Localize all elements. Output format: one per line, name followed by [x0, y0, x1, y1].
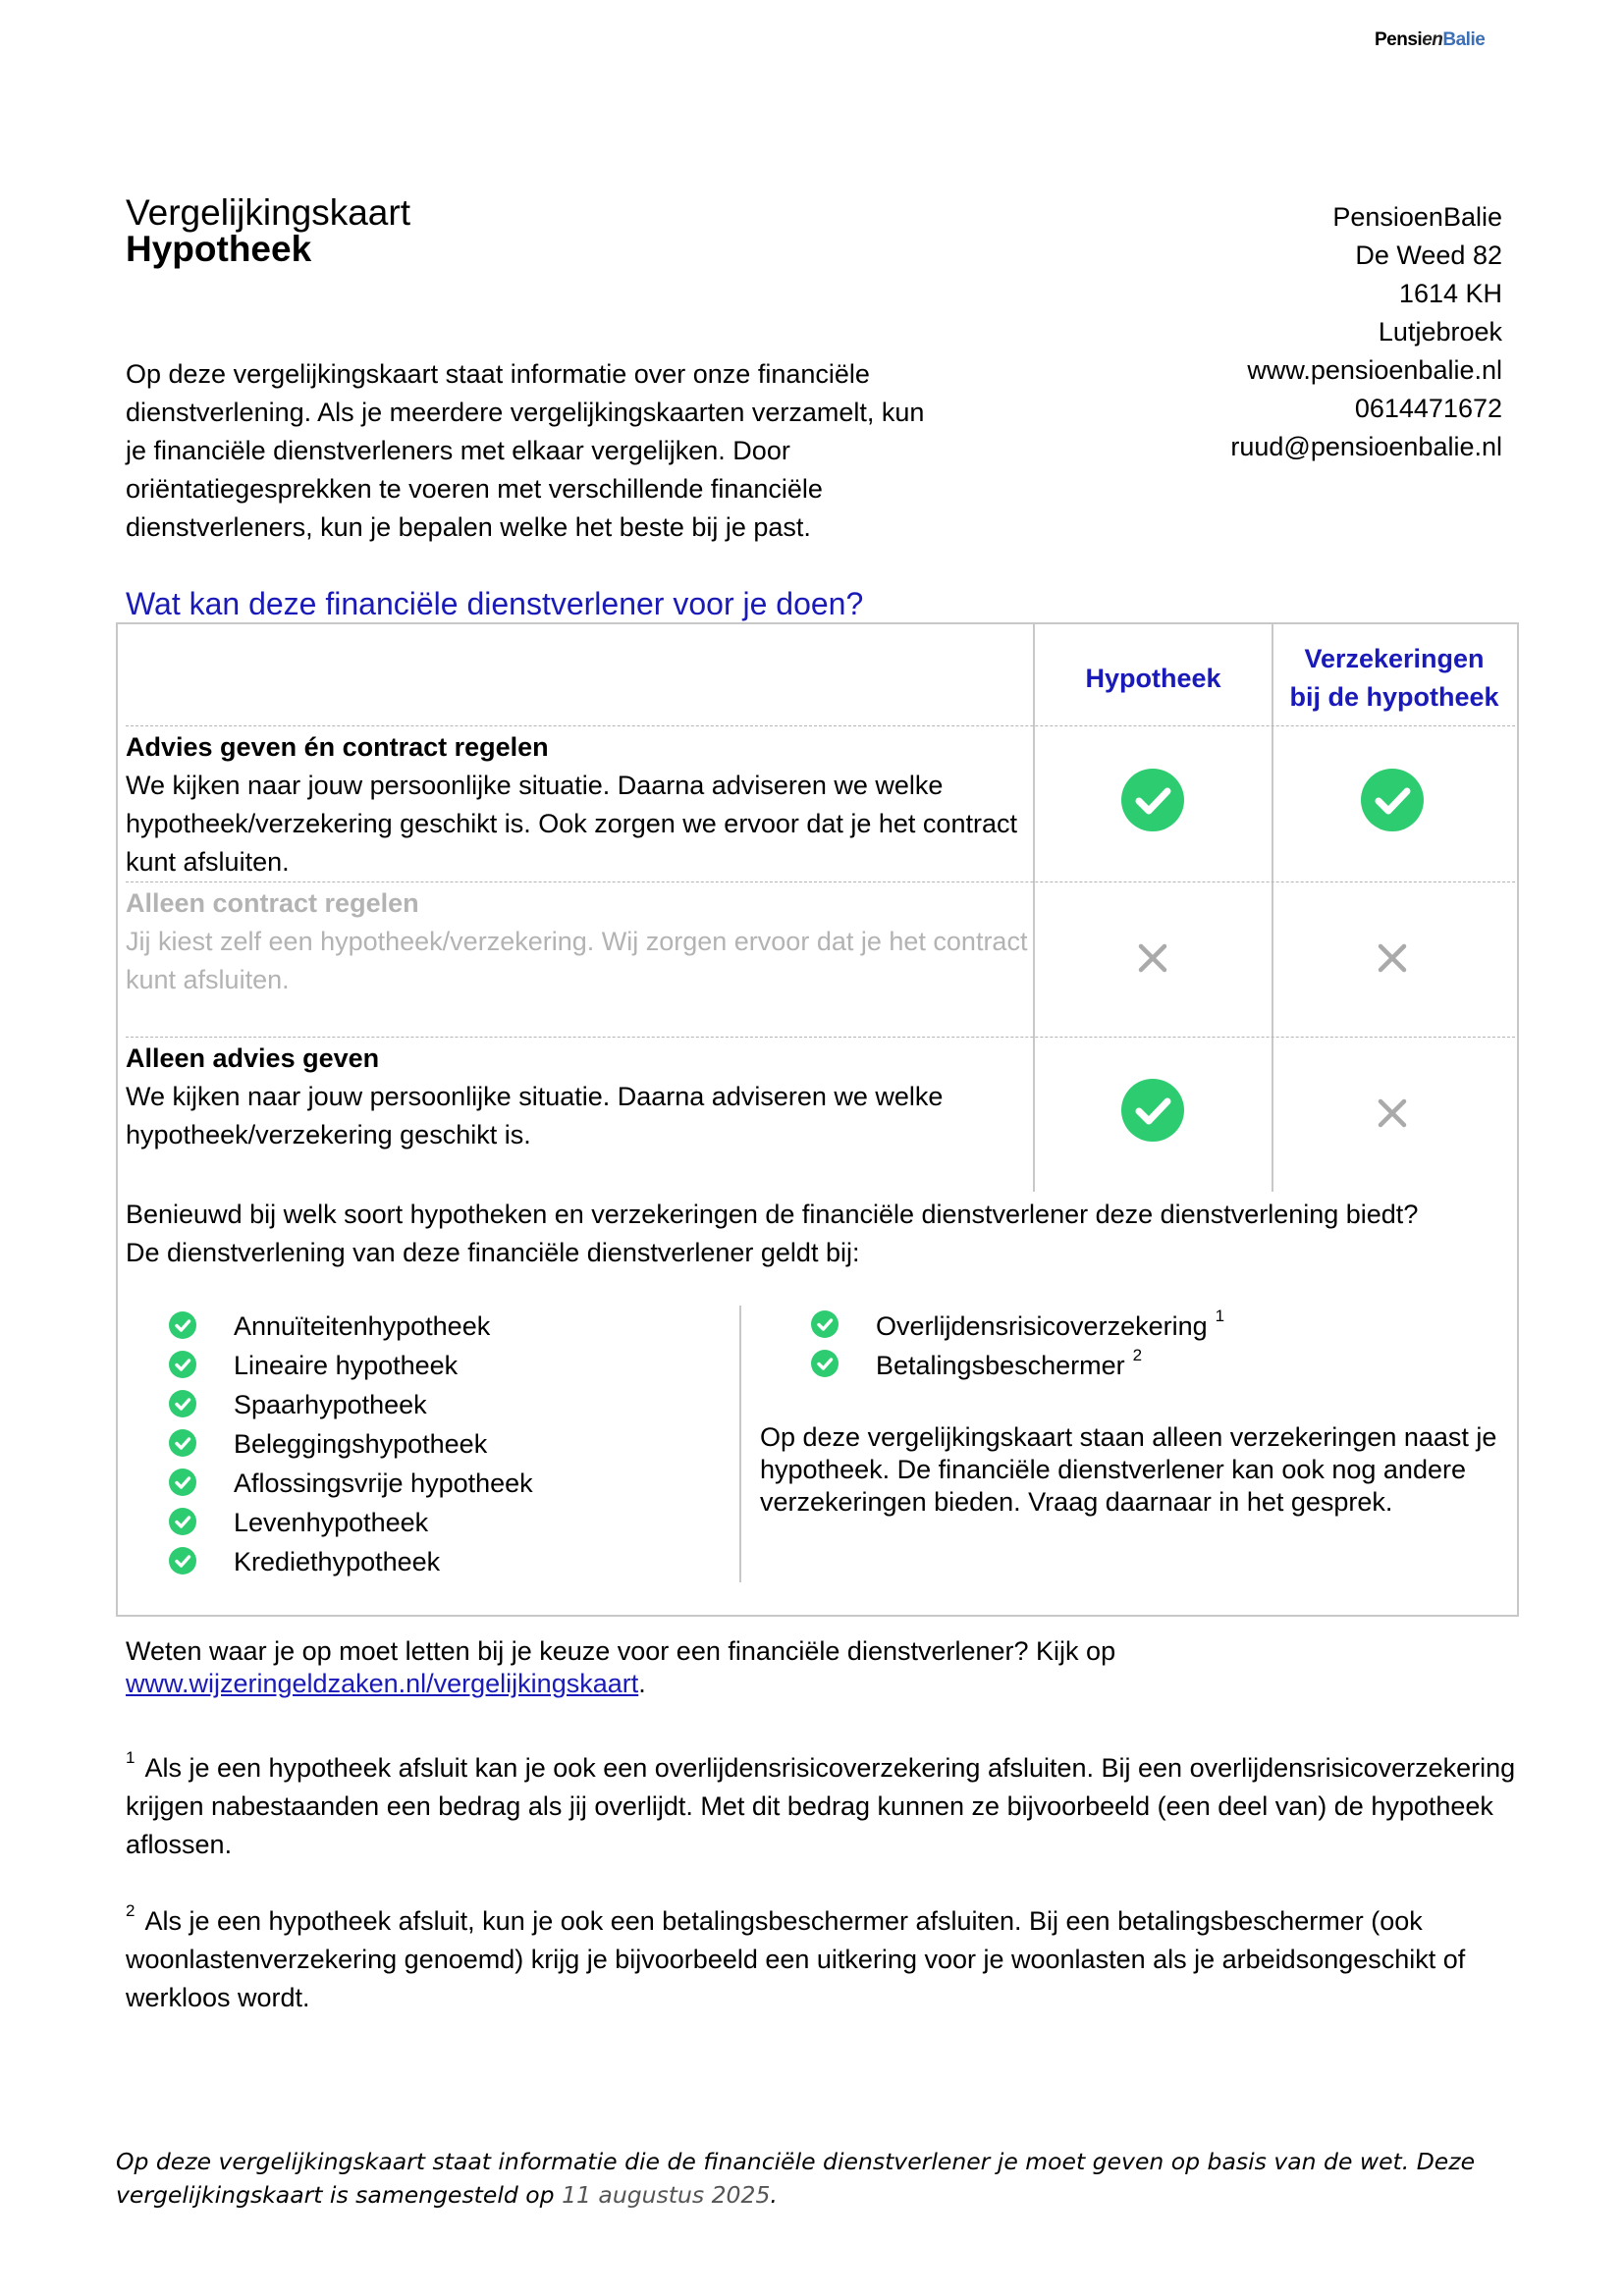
- column-header-hypotheek: Hypotheek: [1085, 664, 1221, 693]
- check-icon: [1121, 769, 1184, 831]
- postal-code: 1614 KH: [1398, 279, 1502, 308]
- check-icon: [1361, 769, 1424, 831]
- check-icon: [169, 1351, 196, 1378]
- coverage-question: Benieuwd bij welk soort hypotheken en verzekeringen de financiële dienstverlener deze dienstverlening biedt? De dienstverlening van deze financiële dienstverlener geldt bij:: [126, 1200, 1419, 1267]
- check-icon: [169, 1390, 196, 1417]
- check-icon: [169, 1508, 196, 1535]
- check-icon: [169, 1547, 196, 1575]
- company-name: PensioenBalie: [1332, 202, 1502, 232]
- services-card: Hypotheek Verzekeringen bij de hypotheek Advies geven én contract regelen We kijken naar jouw persoonlijke situatie. Daarna adviseren we welke hypotheek/verzekering geschikt is. Ook zorgen we ervoor dat je het contract kunt afsluiten. Alleen contract regelen Jij kiest zelf een hypotheek/verzekering. Wij zorgen ervoor dat je het contract kunt afsluiten. Alleen advies geven We kijken naar jouw persoonlijke situatie. Daarna adviseren we welke hypotheek/verzekering geschikt is. Benieuwd bij welk soort hypotheken en verzekeringen de financiële dienstverlener deze dienstverlening biedt? De dienstverlening van deze financiële dienstverlener geldt bij: Annuïteitenhypotheek Lineaire hypotheek Spaarhypotheek Beleggingshypotheek Aflossingsvrije hypotheek Levenhypotheek Krediethypotheek Overlijdensrisicoverzekering $^1$ Betalingsbeschermer $^2$ Op deze vergelijkingskaart staan alleen verzekeringen naast je hypotheek. De financiële dienstverlener kan ook nog andere verzekeringen bieden. Vraag daarnaar in het gesprek.: [116, 622, 1519, 1617]
- company-logo: PensienBalie: [1375, 29, 1486, 50]
- comparison-link[interactable]: www.wijzeringeldzaken.nl/vergelijkingskaart: [126, 1669, 639, 1698]
- row-text: We kijken naar jouw persoonlijke situatie. Daarna adviseren we welke hypotheek/verzekering geschikt is. Ook zorgen we ervoor dat je het contract kunt afsluiten.: [126, 771, 1017, 877]
- cross-icon: [1121, 927, 1184, 989]
- document-title: Vergelijkingskaart: [126, 192, 410, 233]
- check-icon: [811, 1310, 839, 1338]
- insurance-note: Op deze vergelijkingskaart staan alleen verzekeringen naast je hypotheek. De financiële dienstverlener kan ook nog andere verzekeringen bieden. Vraag daarnaar in het gesprek.: [760, 1422, 1497, 1517]
- row-heading: Alleen contract regelen: [126, 888, 419, 918]
- phone: 0614471672: [1354, 394, 1502, 423]
- cross-icon: [1361, 1082, 1424, 1145]
- check-icon: [169, 1311, 196, 1339]
- intro-paragraph: Op deze vergelijkingskaart staat informatie over onze financiële dienstverlening. Als je meerdere vergelijkingskaarten verzamelt, kun je financiële dienstverleners met elkaar vergelijken. Door oriëntatiegesprekken te voeren met verschillende financiële dienstverleners, kun je bepalen welke het beste bij je past.: [126, 359, 925, 542]
- more-info: Weten waar je op moet letten bij je keuze voor een financiële dienstverlener? Kijk op www.wijzeringeldzaken.nl/vergelijkingskaart.: [126, 1636, 1116, 1698]
- column-header-verzekeringen: Verzekeringen bij de hypotheek: [1289, 644, 1499, 712]
- compiled-date: 11 augustus 2025: [562, 2181, 771, 2209]
- row-divider: [126, 1037, 1515, 1038]
- check-icon: [169, 1468, 196, 1496]
- check-icon: [1121, 1079, 1184, 1142]
- row-text: We kijken naar jouw persoonlijke situatie. Daarna adviseren we welke hypotheek/verzekering geschikt is.: [126, 1082, 944, 1149]
- footnote-1: $^1$ Als je een hypotheek afsluit kan je ook een overlijdensrisicoverzekering afsluiten. Bij een overlijdensrisicoverzekering krijgen nabestaanden een bedrag als jij overlijdt. Met dit bedrag kunnen ze bijvoorbeeld (een deel van) de hypotheek aflossen.: [126, 1748, 1516, 1859]
- document-subtitle: Hypotheek: [126, 229, 312, 269]
- website: www.pensioenbalie.nl: [1247, 355, 1502, 385]
- table-row: [126, 1040, 1049, 1154]
- row-divider: [126, 881, 1515, 882]
- footnote-2: $^2$ Als je een hypotheek afsluit, kun je ook een betalingsbeschermer afsluiten. Bij een betalingsbeschermer (ook woonlastenverzekering genoemd) krijg je bijvoorbeeld een uitkering voor je woonlasten als je arbeidsongeschikt of werkloos wordt.: [126, 1901, 1466, 2012]
- row-heading: Alleen advies geven: [126, 1043, 380, 1073]
- city: Lutjebroek: [1378, 317, 1502, 347]
- check-icon: [811, 1350, 839, 1377]
- email: ruud@pensioenbalie.nl: [1230, 432, 1502, 461]
- cross-icon: [1361, 927, 1424, 989]
- street: De Weed 82: [1355, 240, 1502, 270]
- legal-footer: Op deze vergelijkingskaart staat informatie die de financiële dienstverlener je moet geven op basis van de wet. Deze vergelijkingskaart is samengesteld op 11 augustus 2025.: [116, 2148, 1476, 2209]
- table-row: [126, 884, 1049, 999]
- section-heading: Wat kan deze financiële dienstverlener voor je doen?: [126, 586, 864, 621]
- address-block: [1230, 198, 1502, 466]
- row-divider: [126, 725, 1515, 726]
- row-heading: Advies geven én contract regelen: [126, 732, 549, 762]
- row-text: Jij kiest zelf een hypotheek/verzekering. Wij zorgen ervoor dat je het contract kunt afsluiten.: [126, 927, 1028, 994]
- list-divider: [739, 1306, 741, 1582]
- table-row: [126, 728, 1049, 881]
- check-icon: [169, 1429, 196, 1457]
